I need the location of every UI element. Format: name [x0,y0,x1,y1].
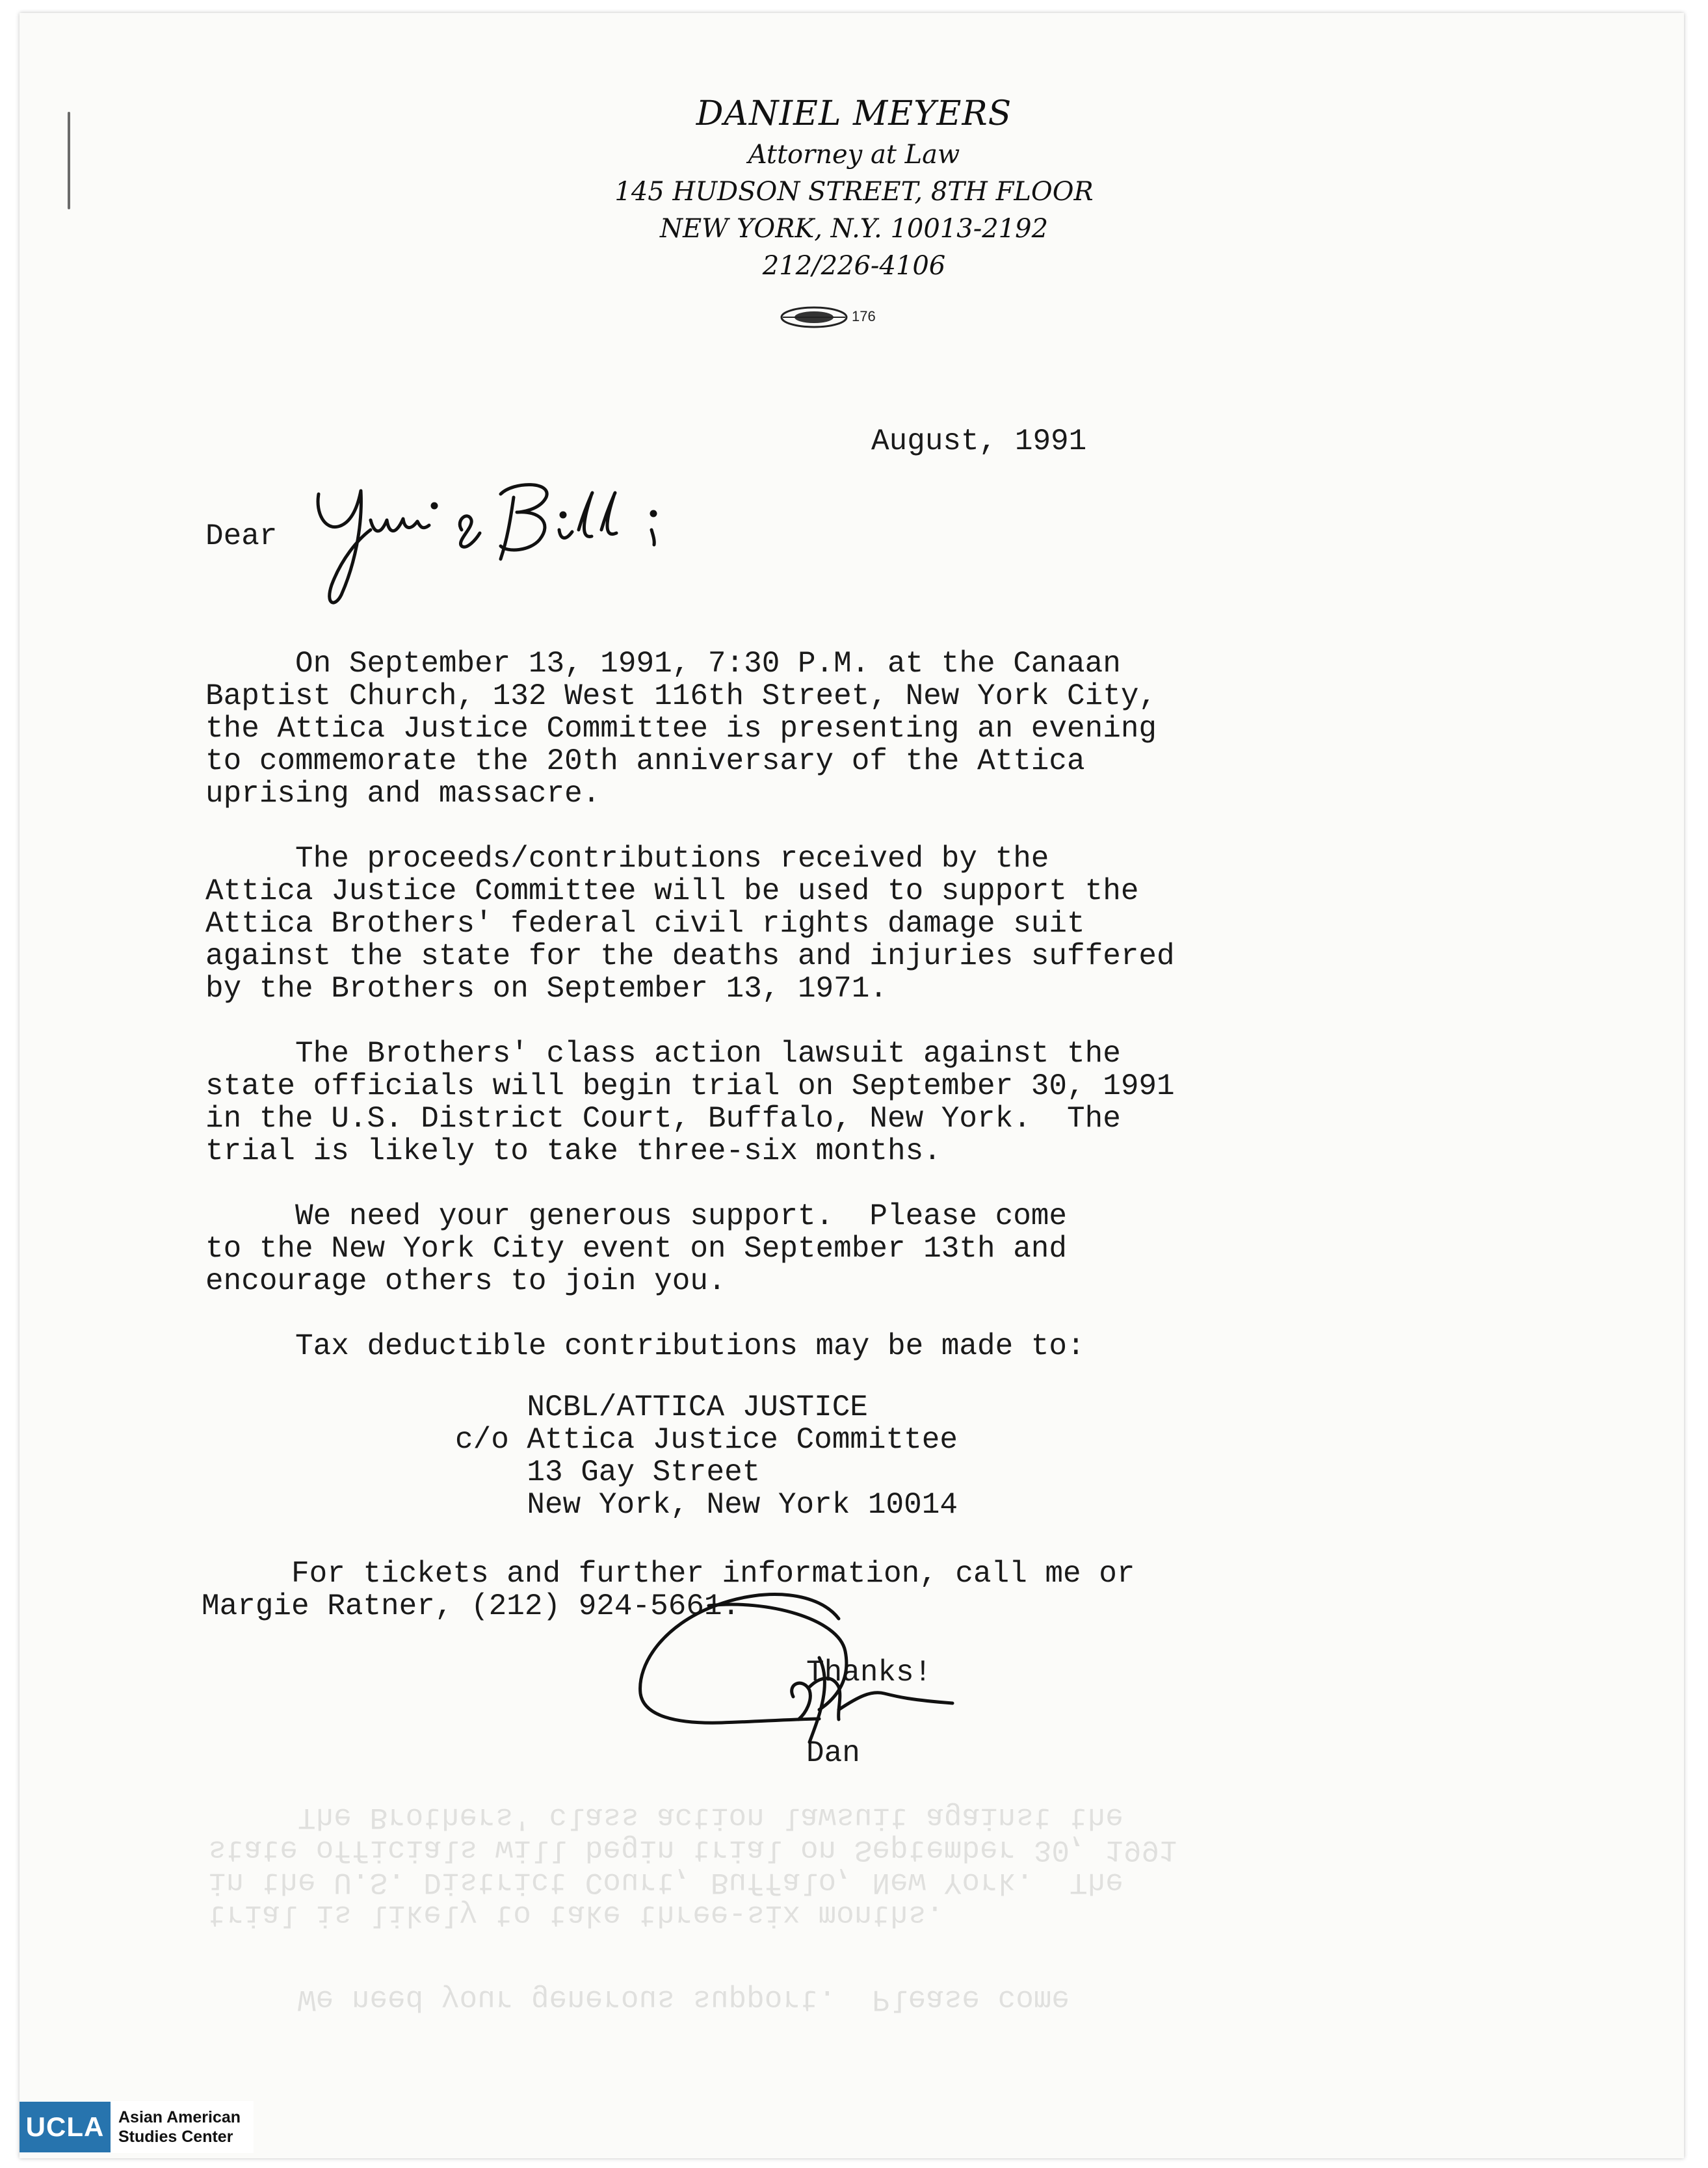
paragraph-line: in the U.S. District Court, Buffalo, New York. The [205,1102,1121,1136]
salutation: Dear [205,519,278,553]
letterhead [0,91,1708,285]
union-number: 176 [852,308,876,324]
closing: Thanks! [806,1656,932,1690]
ucla-watermark [20,2101,254,2153]
paragraph-1 [205,647,1157,810]
paragraph-line: Baptist Church, 132 West 116th Street, New York City, [205,679,1157,713]
contribution-address [455,1391,958,1521]
letter-date: August, 1991 [871,424,1087,458]
letterhead-name: DANIEL MEYERS [696,94,1012,133]
address-line: 13 Gay Street [455,1456,761,1489]
bleed-through-line: in the U.S. District Court, Buffalo, New York. The [208,1865,1123,1899]
bleed-through-line: We need your generous support. Please come [208,1982,1070,2016]
handwritten-signature [624,1580,962,1765]
paragraph-line: trial is likely to take three-six months. [205,1134,941,1168]
paragraph-line: against the state for the deaths and injuries suffered [205,939,1175,973]
bleed-through-line: state officials will begin trial on September 30, 1991 [208,1833,1177,1866]
paragraph-3 [205,1038,1175,1168]
letterhead-address-line2: NEW YORK, N.Y. 10013-2192 [659,214,1049,244]
address-line: New York, New York 10014 [455,1488,958,1522]
bleed-through [208,1755,1313,2015]
paragraph-line: The proceeds/contributions received by the [205,842,1049,876]
ucla-center-name [118,2108,241,2147]
paragraph-line: state officials will begin trial on September 30, 1991 [205,1069,1175,1103]
handwritten-salutation-image [306,468,670,618]
bleed-through-line: trial is likely to take three-six months. [208,1898,944,1931]
address-line: c/o Attica Justice Committee [455,1423,958,1457]
paragraph-line: Margie Ratner, (212) 924-5661. [202,1589,741,1623]
paragraph-line: Attica Brothers' federal civil rights damage suit [205,907,1085,941]
union-bug [780,306,884,332]
union-bug-icon [780,306,848,329]
bleed-through-line: The Brothers' class action lawsuit against the [208,1800,1123,1834]
paragraph-line: Attica Justice Committee will be used to support the [205,874,1139,908]
paragraph-line: The Brothers' class action lawsuit against the [205,1037,1121,1071]
paragraph-line: to commemorate the 20th anniversary of the Attica [205,744,1085,778]
letterhead-title: Attorney at Law [748,140,960,170]
paragraph-line: by the Brothers on September 13, 1971. [205,972,887,1006]
ucla-logo: UCLA [20,2102,111,2152]
typed-signature: Dan [806,1736,860,1770]
address-line: NCBL/ATTICA JUSTICE [455,1391,868,1424]
handwritten-salutation [306,468,670,621]
ucla-center-line2: Studies Center [118,2128,233,2146]
paragraph-2 [205,842,1175,1005]
paragraph-line: On September 13, 1991, 7:30 P.M. at the Canaan [205,647,1121,681]
paragraph-line: uprising and massacre. [205,777,601,811]
paragraph-line: For tickets and further information, call me or [202,1557,1135,1591]
paragraph-line: Tax deductible contributions may be made to: [205,1329,1085,1363]
handwritten-signature-image [624,1580,962,1762]
letterhead-phone: 212/226-4106 [762,251,946,281]
paragraph-line: to the New York City event on September 13th and [205,1232,1068,1266]
paragraph-5 [205,1330,1085,1363]
paragraph-line: We need your generous support. Please come [205,1199,1068,1233]
letterhead-address-line1: 145 HUDSON STREET, 8TH FLOOR [614,177,1094,207]
paragraph-4 [205,1200,1067,1298]
paragraph-line: the Attica Justice Committee is presenting an evening [205,712,1157,746]
ucla-center-line1: Asian American [118,2108,241,2126]
paragraph-line: encourage others to join you. [205,1264,726,1298]
